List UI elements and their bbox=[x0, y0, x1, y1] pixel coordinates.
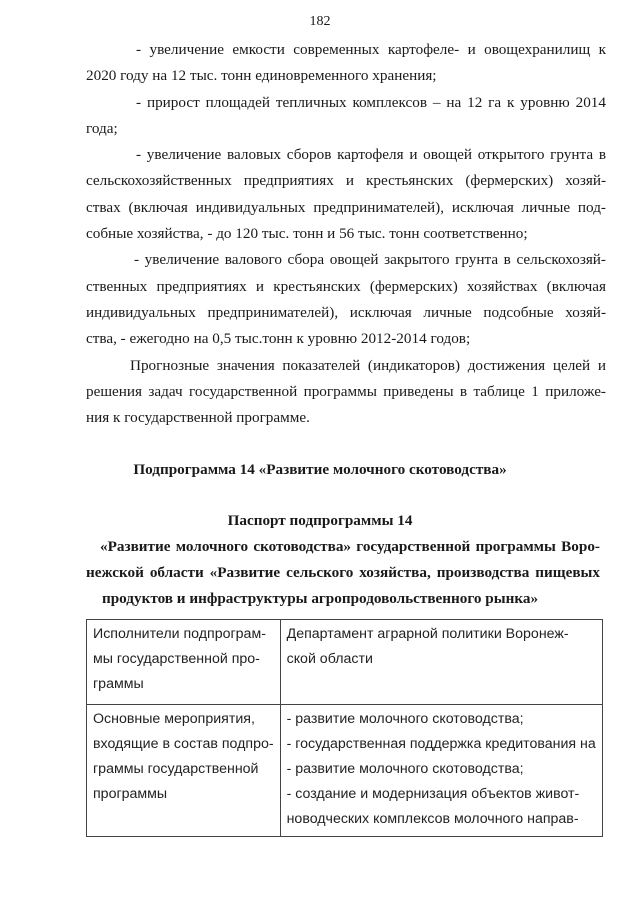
text-line: решения задач государственной программы приведены в таблице 1 приложе- bbox=[86, 382, 606, 400]
cell-line: - развитие молочного скотоводства; bbox=[286, 711, 524, 727]
text-line: собные хозяйства, - до 120 тыс. тонн и 56 тыс. тонн соответственно; bbox=[86, 225, 528, 243]
table-cell-value bbox=[280, 705, 602, 837]
paragraph-open-ground-harvest bbox=[86, 142, 606, 247]
text-line: года; bbox=[86, 119, 118, 137]
table-row bbox=[87, 620, 603, 705]
table-cell-label bbox=[87, 620, 281, 705]
passport-title: Паспорт подпрограммы 14 bbox=[227, 512, 413, 529]
text-line: ства, - ежегодно на 0,5 тыс.тонн к уровню 2012-2014 годов; bbox=[86, 330, 471, 348]
cell-line: Исполнители подпрограм- bbox=[93, 626, 266, 642]
cell-line: мы государственной про- bbox=[93, 651, 260, 667]
cell-line: входящие в состав подпро- bbox=[93, 736, 274, 752]
text-line: индивидуальных предпринимателей), исключая личные подсобные хозяй- bbox=[86, 303, 606, 321]
text-line: ния к государственной программе. bbox=[86, 409, 310, 427]
paragraph-closed-ground-harvest bbox=[86, 247, 606, 352]
paragraph-storage-capacity bbox=[86, 37, 606, 90]
text-line: ственных предприятиях и крестьянских (фермерских) хозяйствах (включая bbox=[86, 277, 606, 295]
text-line: Прогнозные значения показателей (индикаторов) достижения целей и bbox=[130, 356, 606, 374]
paragraph-forecast-values bbox=[86, 353, 606, 432]
cell-line: граммы bbox=[93, 676, 144, 692]
text-line: сельскохозяйственных предприятиях и крестьянских (фермерских) хозяй- bbox=[86, 172, 606, 190]
cell-line: - государственная поддержка кредитования на bbox=[286, 736, 596, 752]
table-row bbox=[87, 705, 603, 837]
table-cell-label bbox=[87, 705, 281, 837]
page-number: 182 bbox=[309, 14, 331, 29]
passport-heading bbox=[0, 508, 640, 612]
paragraph-greenhouse-area bbox=[86, 90, 606, 143]
text-line: ствах (включая индивидуальных предпринимателей), исключая личные под- bbox=[86, 198, 606, 216]
passport-title-line: «Развитие молочного скотоводства» государственной программы Воро- bbox=[100, 538, 600, 555]
text-line: - прирост площадей тепличных комплексов – на 12 га к уровню 2014 bbox=[136, 93, 606, 111]
cell-line: Основные мероприятия, bbox=[93, 711, 255, 727]
text-line: 2020 году на 12 тыс. тонн единовременного хранения; bbox=[86, 67, 437, 85]
cell-line: Департамент аграрной политики Воронеж- bbox=[286, 626, 569, 642]
passport-table bbox=[86, 619, 603, 837]
cell-line: ской области bbox=[286, 651, 373, 667]
table-cell-value bbox=[280, 620, 602, 705]
cell-line: новодческих комплексов молочного направ- bbox=[286, 811, 579, 827]
subprogram-title: Подпрограмма 14 «Развитие молочного скотоводства» bbox=[133, 461, 507, 478]
cell-line: - развитие молочного скотоводства; bbox=[286, 761, 524, 777]
text-line: - увеличение валового сбора овощей закрытого грунта в сельскохозяй- bbox=[134, 251, 606, 269]
cell-line: - создание и модернизация объектов живот- bbox=[286, 786, 580, 802]
text-line: - увеличение емкости современных картофеле- и овощехранилищ к bbox=[136, 41, 606, 58]
body-text bbox=[86, 37, 606, 431]
cell-line: граммы государственной bbox=[93, 761, 259, 777]
text-line: - увеличение валовых сборов картофеля и овощей открытого грунта в bbox=[136, 146, 606, 164]
passport-title-line: продуктов и инфраструктуры агропродовольственного рынка» bbox=[101, 590, 539, 607]
cell-line: программы bbox=[93, 786, 168, 802]
passport-title-line: нежской области «Развитие сельского хозяйства, производства пищевых bbox=[86, 564, 600, 581]
